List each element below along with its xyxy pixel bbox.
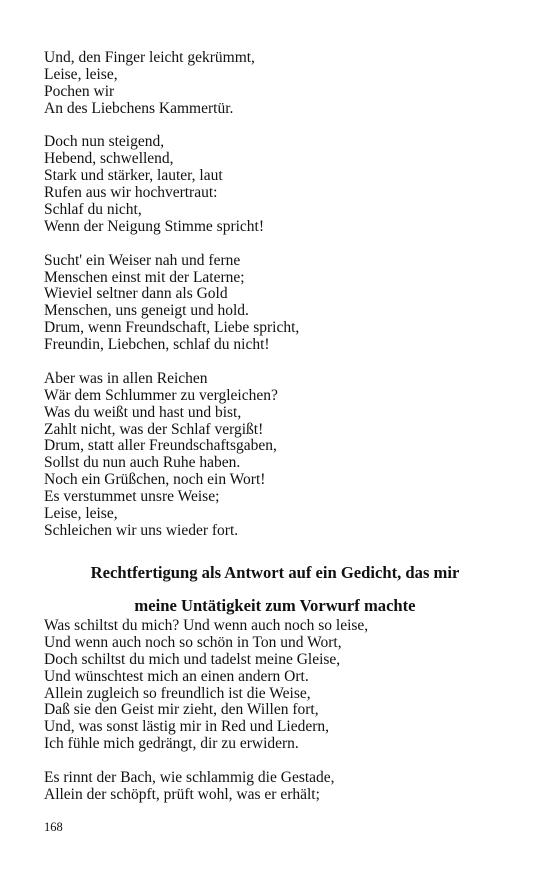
verse-line: Hebend, schwellend, bbox=[44, 150, 174, 168]
verse-line: Wenn der Neigung Stimme spricht! bbox=[44, 217, 265, 235]
verse-line: Allein der schöpft, prüft wohl, was er erhält; bbox=[44, 785, 320, 803]
verse-line: Schlaf du nicht, bbox=[44, 201, 142, 219]
poem-title-line-1: Rechtfertigung als Antwort auf ein Gedicht, das mir bbox=[90, 563, 460, 582]
verse-line: Leise, leise, bbox=[44, 65, 118, 83]
verse-line: Stark und stärker, lauter, laut bbox=[44, 167, 223, 185]
verse-line: Sollst du nun auch Ruhe haben. bbox=[44, 454, 241, 472]
verse-line: Pochen wir bbox=[44, 82, 115, 100]
verse-line: Es verstummet unsre Weise; bbox=[44, 488, 220, 506]
verse-line: Und, den Finger leicht gekrümmt, bbox=[44, 49, 255, 66]
verse-line: Doch schiltst du mich und tadelst meine Gleise, bbox=[44, 650, 341, 668]
verse-line: Es rinnt der Bach, wie schlammig die Gestade, bbox=[44, 769, 335, 787]
verse-line: Doch nun steigend, bbox=[44, 133, 165, 151]
verse-line: Und wünschtest mich an einen andern Ort. bbox=[44, 667, 309, 685]
stanza-break bbox=[44, 354, 524, 371]
verse-line: An des Liebchens Kammertür. bbox=[44, 99, 234, 117]
poem-two bbox=[44, 618, 524, 804]
verse-line: Drum, wenn Freundschaft, Liebe spricht, bbox=[44, 319, 300, 337]
verse-line: Aber was in allen Reichen bbox=[44, 369, 208, 387]
verse-line: Freundin, Liebchen, schlaf du nicht! bbox=[44, 336, 270, 354]
verse-line: Und wenn auch noch so schön in Ton und Wort, bbox=[44, 633, 342, 651]
verse-line: Was du weißt und hast und bist, bbox=[44, 403, 242, 421]
verse-line: Was schiltst du mich? Und wenn auch noch so leise, bbox=[44, 617, 369, 634]
verse-line: Menschen, uns geneigt und hold. bbox=[44, 302, 249, 320]
verse-line: Drum, statt aller Freundschaftsgaben, bbox=[44, 437, 277, 455]
verse-line: Schleichen wir uns wieder fort. bbox=[44, 521, 239, 539]
poem-one bbox=[44, 50, 524, 540]
verse-line: Menschen einst mit der Laterne; bbox=[44, 268, 245, 286]
verse-line: Daß sie den Geist mir zieht, den Willen fort, bbox=[44, 701, 319, 719]
verse-line: Allein zugleich so freundlich ist die Weise, bbox=[44, 684, 311, 702]
verse-line: Und, was sonst lästig mir in Red und Liedern, bbox=[44, 718, 329, 736]
page-number: 168 bbox=[44, 820, 63, 834]
stanza-break bbox=[44, 236, 524, 253]
verse-line: Rufen aus wir hochvertraut: bbox=[44, 184, 218, 202]
verse-line: Noch ein Grüßchen, noch ein Wort! bbox=[44, 471, 266, 489]
verse-line: Ich fühle mich gedrängt, dir zu erwidern. bbox=[44, 735, 299, 753]
verse-line: Wär dem Schlummer zu vergleichen? bbox=[44, 386, 278, 404]
verse-line: Wieviel seltner dann als Gold bbox=[44, 285, 228, 303]
stanza-break bbox=[44, 753, 524, 770]
poem-title-line-2: meine Untätigkeit zum Vorwurf machte bbox=[134, 596, 416, 615]
verse-line: Sucht' ein Weiser nah und ferne bbox=[44, 251, 241, 269]
stanza-break bbox=[44, 118, 524, 135]
verse-line: Leise, leise, bbox=[44, 505, 118, 523]
verse-line: Zahlt nicht, was der Schlaf vergißt! bbox=[44, 420, 264, 438]
